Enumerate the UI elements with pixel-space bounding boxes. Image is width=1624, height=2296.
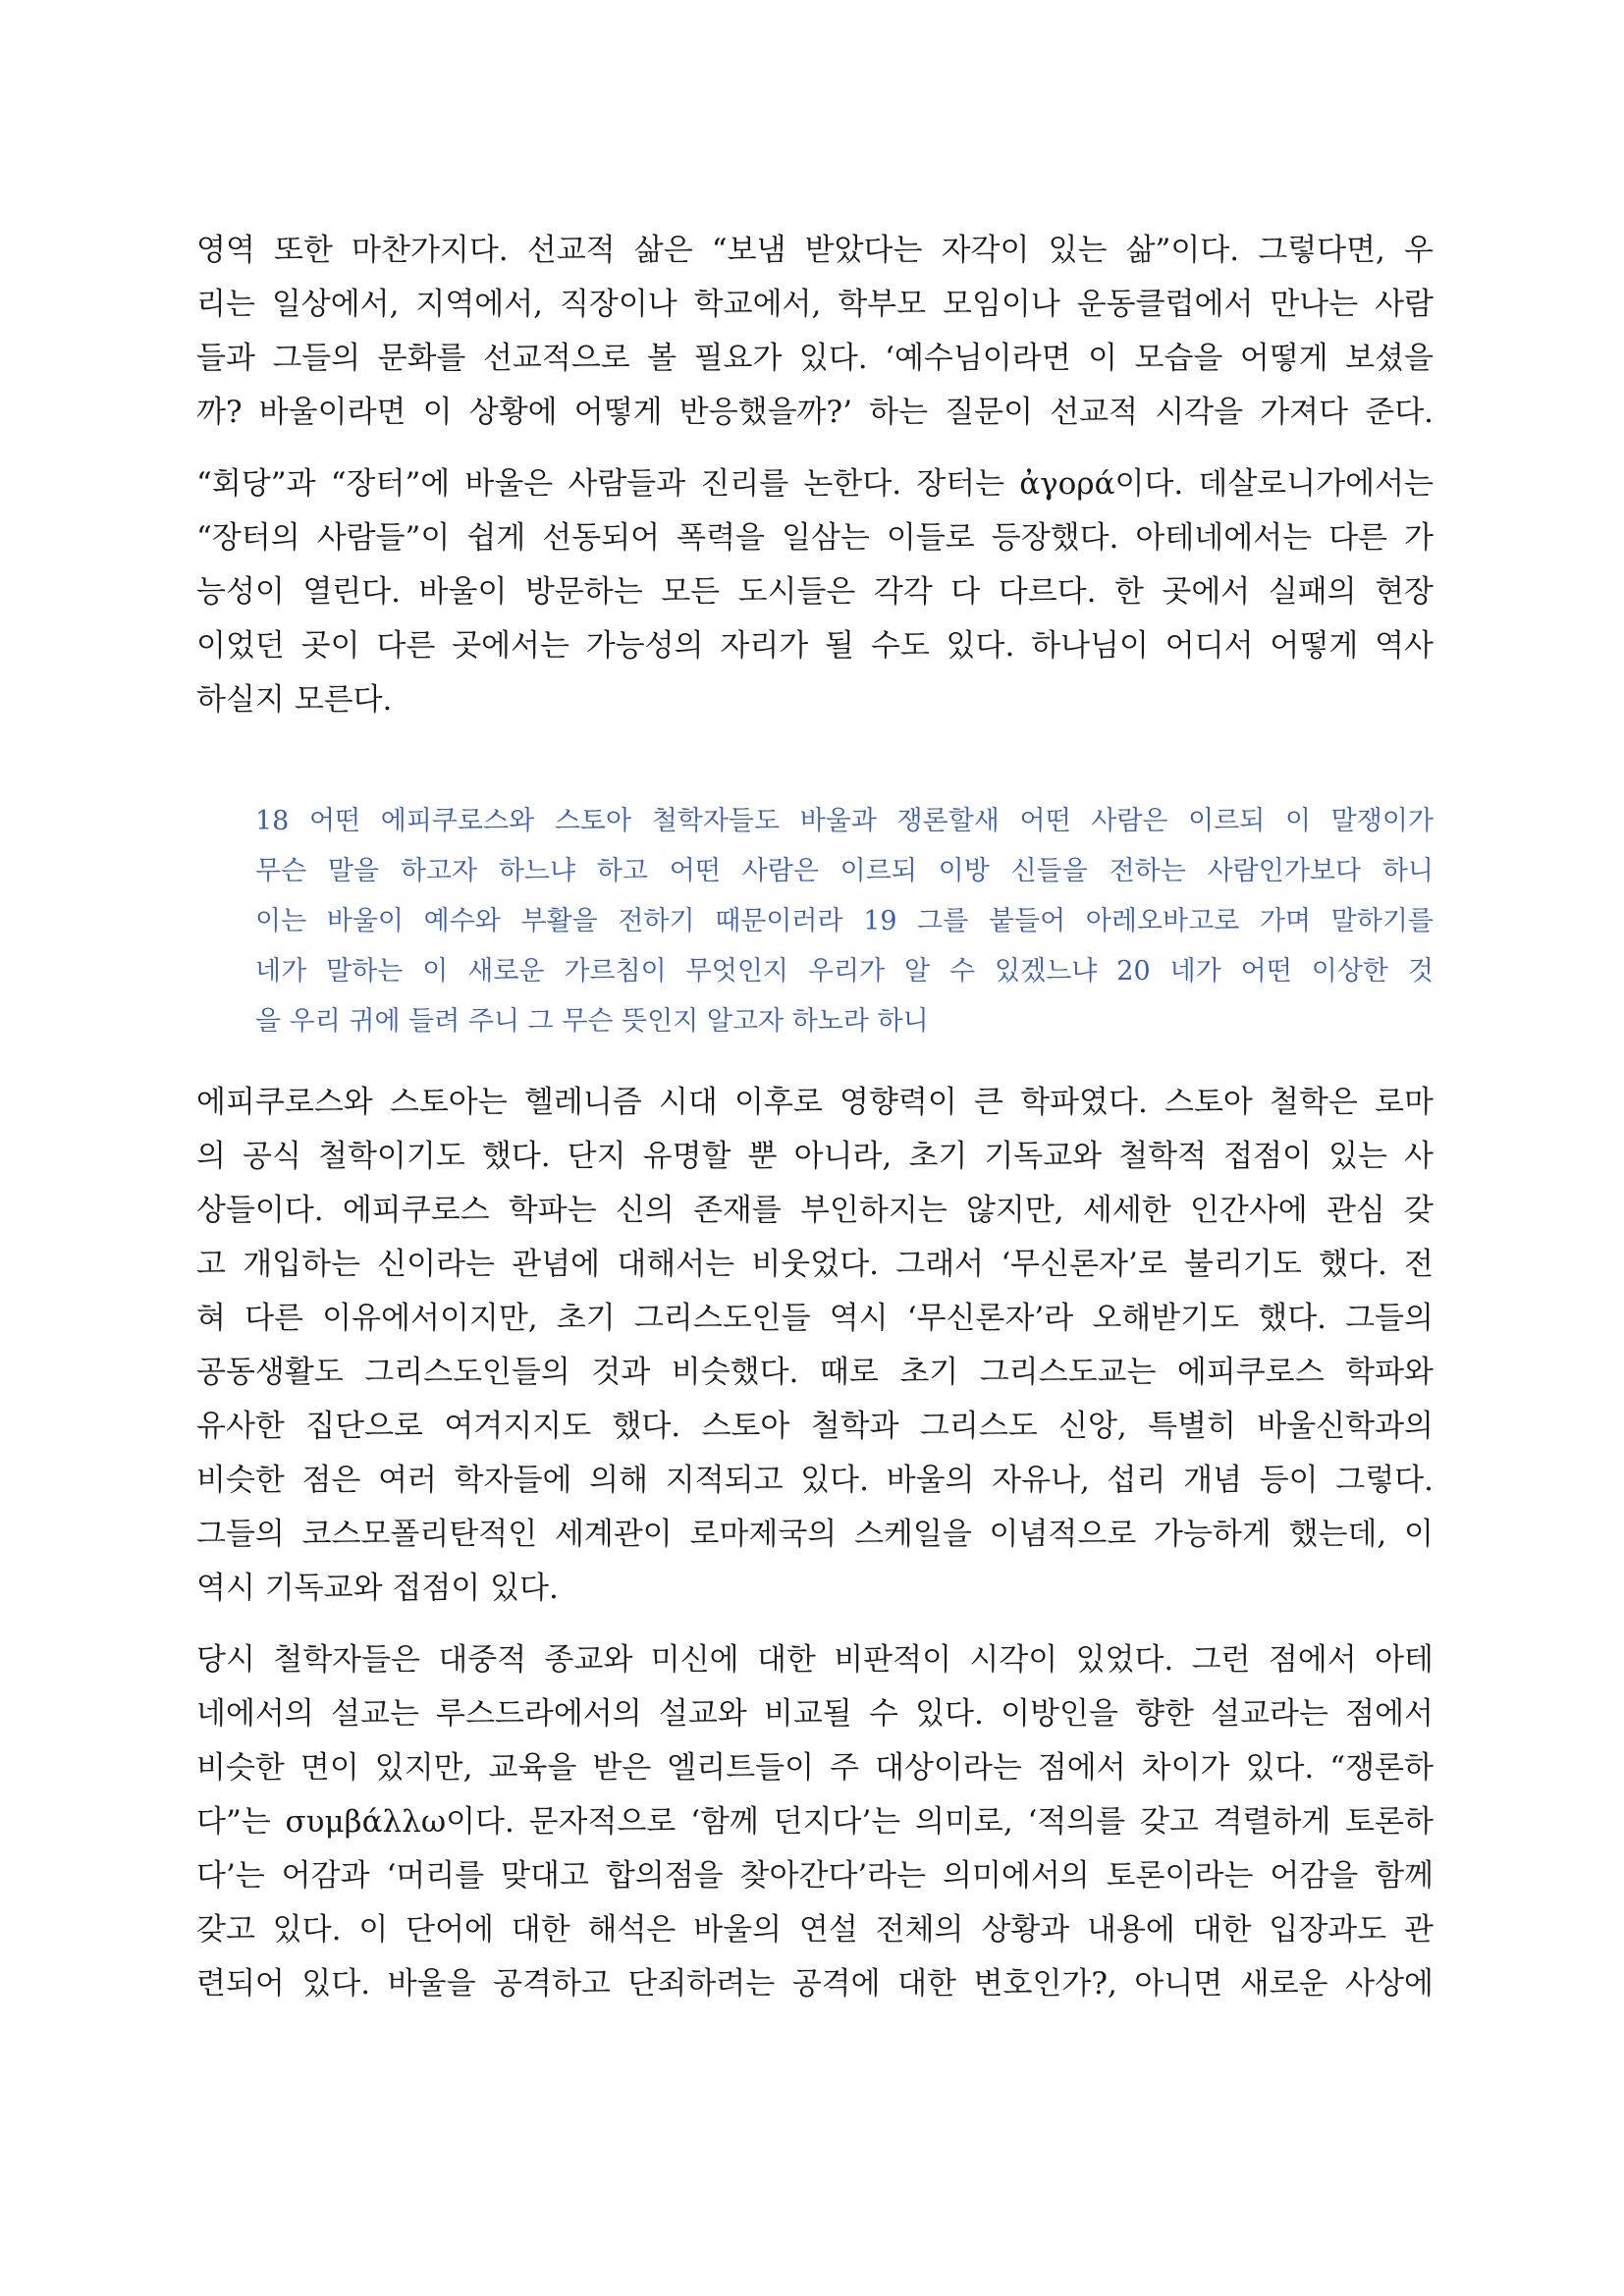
text-line: 갖고 있다. 이 단어에 대한 해석은 바울의 연설 전체의 상황과 내용에 대한 입장과도 관 <box>196 1912 1434 1948</box>
text-line: “장터의 사람들”이 쉽게 선동되어 폭력을 일삼는 이들로 등장했다. 아테네에서는 다른 가 <box>196 520 1434 556</box>
text-line: 고 개입하는 신이라는 관념에 대해서는 비웃었다. 그래서 ‘무신론자’로 불리기도 했다. 전 <box>196 1247 1434 1282</box>
text-line: 에피쿠로스와 스토아는 헬레니즘 시대 이후로 영향력이 큰 학파였다. 스토아 철학은 로마 <box>196 1085 1434 1120</box>
text-line: 영역 또한 마찬가지다. 선교적 삶은 “보냄 받았다는 자각이 있는 삶”이다. 그렇다면, 우 <box>196 233 1434 268</box>
text-line: 련되어 있다. 바울을 공격하고 단죄하려는 공격에 대한 변호인가?, 아니면 새로운 사상에 <box>196 1966 1434 2002</box>
text-line: 당시 철학자들은 대중적 종교와 미신에 대한 비판적이 시각이 있었다. 그런 점에서 아테 <box>196 1642 1434 1678</box>
text-line: 리는 일상에서, 지역에서, 직장이나 학교에서, 학부모 모임이나 운동클럽에서 만나는 사람 <box>196 287 1434 322</box>
verse-line: 18 어떤 에피쿠로스와 스토아 철학자들도 바울과 쟁론할새 어떤 사람은 이르되 이 말쟁이가 <box>255 806 1434 836</box>
text-line: 하실지 모른다. <box>196 682 393 718</box>
text-line: 까? 바울이라면 이 상황에 어떻게 반응했을까?’ 하는 질문이 선교적 시각을 가져다 준다. <box>196 395 1434 430</box>
text-line: 다”는 συμβάλλω이다. 문자적으로 ‘함께 던지다’는 의미로, ‘적의를 갖고 격렬하게 토론하 <box>196 1804 1434 1840</box>
paragraph-symballo <box>196 1633 1434 2011</box>
verse-line: 네가 말하는 이 새로운 가르침이 무엇인지 우리가 알 수 있겠느냐 20 네가 어떤 이상한 것 <box>255 956 1434 987</box>
text-line: 비슷한 면이 있지만, 교육을 받은 엘리트들이 주 대상이라는 점에서 차이가 있다. “쟁론하 <box>196 1750 1434 1786</box>
verse-line: 무슨 말을 하고자 하느냐 하고 어떤 사람은 이르되 이방 신들을 전하는 사람인가보다 하니 <box>255 856 1434 886</box>
text-line: 역시 기독교와 접점이 있다. <box>196 1571 559 1606</box>
text-line: 능성이 열린다. 바울이 방문하는 모든 도시들은 각각 다 다르다. 한 곳에서 실패의 현장 <box>196 574 1434 610</box>
paragraph-epicurean-stoic <box>196 1076 1434 1616</box>
text-line: 혀 다른 이유에서이지만, 초기 그리스도인들 역시 ‘무신론자’라 오해받기도 했다. 그들의 <box>196 1301 1434 1336</box>
text-line: 유사한 집단으로 여겨지지도 했다. 스토아 철학과 그리스도 신앙, 특별히 바울신학과의 <box>196 1409 1434 1444</box>
text-line: 이었던 곳이 다른 곳에서는 가능성의 자리가 될 수도 있다. 하나님이 어디서 어떻게 역사 <box>196 628 1434 664</box>
text-line: 공동생활도 그리스도인들의 것과 비슷했다. 때로 초기 그리스도교는 에피쿠로스 학파와 <box>196 1355 1434 1390</box>
text-line: 상들이다. 에피쿠로스 학파는 신의 존재를 부인하지는 않지만, 세세한 인간사에 관심 갖 <box>196 1193 1434 1228</box>
text-line: 네에서의 설교는 루스드라에서의 설교와 비교될 수 있다. 이방인을 향한 설교라는 점에서 <box>196 1696 1434 1732</box>
text-line: 비슷한 점은 여러 학자들에 의해 지적되고 있다. 바울의 자유나, 섭리 개념 등이 그렇다. <box>196 1463 1434 1498</box>
paragraph-missional-life <box>196 224 1434 440</box>
scripture-quote <box>255 796 1434 1046</box>
verse-line: 을 우리 귀에 들려 주니 그 무슨 뜻인지 알고자 하노라 하니 <box>255 1006 929 1037</box>
document-page <box>196 224 1434 2029</box>
paragraph-agora <box>196 457 1434 727</box>
verse-line: 이는 바울이 예수와 부활을 전하기 때문이러라 19 그를 붙들어 아레오바고로 가며 말하기를 <box>255 906 1434 936</box>
text-line: 들과 그들의 문화를 선교적으로 볼 필요가 있다. ‘예수님이라면 이 모습을 어떻게 보셨을 <box>196 341 1434 376</box>
text-line: 다’는 어감과 ‘머리를 맞대고 합의점을 찾아간다’라는 의미에서의 토론이라는 어감을 함께 <box>196 1858 1434 1894</box>
text-line: “회당”과 “장터”에 바울은 사람들과 진리를 논한다. 장터는 ἀγορά이다. 데살로니가에서는 <box>196 466 1434 502</box>
text-line: 그들의 코스모폴리탄적인 세계관이 로마제국의 스케일을 이념적으로 가능하게 했는데, 이 <box>196 1517 1434 1552</box>
text-line: 의 공식 철학이기도 했다. 단지 유명할 뿐 아니라, 초기 기독교와 철학적 접점이 있는 사 <box>196 1139 1434 1174</box>
